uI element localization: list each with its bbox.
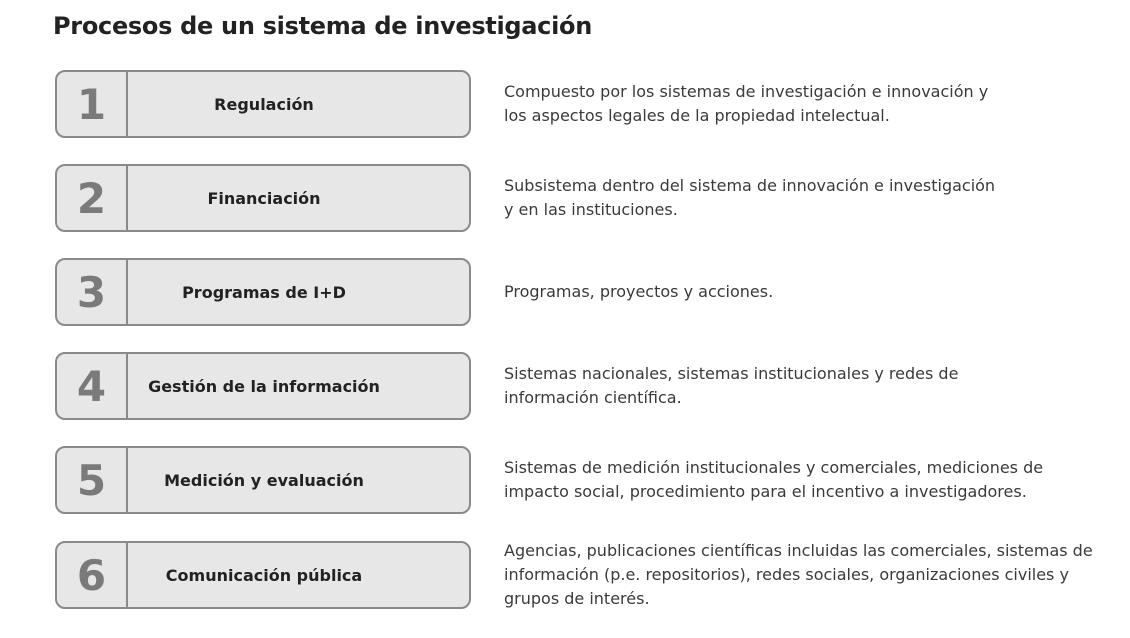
process-number: 3 — [57, 260, 128, 324]
process-description: Compuesto por los sistemas de investigación e innovación y los aspectos legales de la propiedad intelectual. — [504, 82, 989, 125]
process-row-4 — [55, 352, 1115, 420]
process-description-wrap — [504, 70, 1104, 138]
process-description-wrap — [504, 541, 1104, 609]
process-description: Sistemas nacionales, sistemas institucionales y redes de información científica. — [504, 364, 959, 407]
process-box — [55, 541, 471, 609]
process-label: Gestión de la información — [148, 376, 380, 396]
process-description-wrap — [504, 352, 1104, 420]
process-description-wrap — [504, 164, 1104, 232]
process-label: Financiación — [207, 188, 321, 208]
process-row-3 — [55, 258, 1115, 326]
process-row-2 — [55, 164, 1115, 232]
process-label: Comunicación pública — [165, 565, 363, 585]
process-description: Agencias, publicaciones científicas incluidas las comerciales, sistemas de información (p.e. repositorios), redes sociales, organizaciones civiles y grupos de interés. — [504, 541, 1093, 608]
process-number: 6 — [57, 543, 128, 607]
process-description: Subsistema dentro del sistema de innovación e investigación y en las instituciones. — [504, 176, 996, 219]
process-label: Regulación — [214, 94, 314, 114]
process-description-wrap — [504, 258, 1104, 326]
process-row-6 — [55, 541, 1115, 609]
process-description: Programas, proyectos y acciones. — [504, 282, 774, 301]
process-row-5 — [55, 446, 1115, 514]
process-description: Sistemas de medición institucionales y comerciales, mediciones de impacto social, procedimiento para el incentivo a investigadores. — [504, 458, 1044, 501]
process-description-wrap — [504, 446, 1104, 514]
process-number: 2 — [57, 166, 128, 230]
process-row-1 — [55, 70, 1115, 138]
process-label: Programas de I+D — [182, 282, 346, 302]
process-number: 4 — [57, 354, 128, 418]
process-box — [55, 258, 471, 326]
process-number: 5 — [57, 448, 128, 512]
process-box — [55, 352, 471, 420]
process-number: 1 — [57, 72, 128, 136]
process-box — [55, 70, 471, 138]
page-title: Procesos de un sistema de investigación — [53, 12, 593, 40]
process-box — [55, 164, 471, 232]
process-label: Medición y evaluación — [164, 470, 364, 490]
process-box — [55, 446, 471, 514]
